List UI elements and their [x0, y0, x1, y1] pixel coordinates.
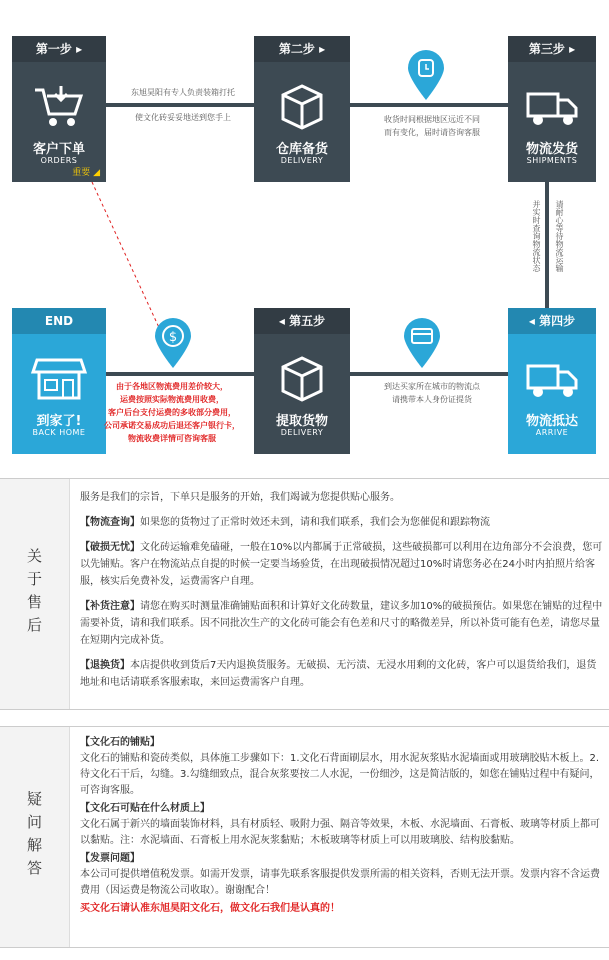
note-step4-b: 请携带本人身份证提货	[392, 395, 472, 404]
step-4-arrive: ◂ 第四步 物流抵达 ARRIVE	[508, 308, 596, 454]
returns-title: 【退换货】	[80, 660, 130, 671]
clock-pin-icon	[406, 50, 446, 102]
step-2-title: 仓库备货	[275, 142, 328, 157]
logistics-query-title: 【物流查询】	[80, 517, 140, 528]
step-5-delivery: ◂ 第五步 提取货物 DELIVERY	[254, 308, 350, 454]
faq-a1: 文化石的铺贴和瓷砖类似，具体施工步骤如下：1.文化石背面刷层水，用水泥灰浆贴水泥墙面或用玻璃胶贴木板上。2.待文化石干后，勾缝。3.勾缝细致点，混合灰浆要按二人水泥，一份细沙，这是简洁版的，如您在铺贴过程中有疑问，可咨询客服。	[80, 753, 600, 796]
step-1-header: 第一步	[35, 42, 72, 56]
note-step4-a: 到达买家所在城市的物流点	[384, 382, 480, 391]
returns-text: 本店提供收到货后7天内退换货服务。无破损、无污渍、无浸水用剩的文化砖，客户可以退货给我们，退货地址和电话请联系客服索取，来回运费需客户自理。	[80, 660, 597, 688]
after-sales-intro: 服务是我们的宗旨，下单只是服务的开始，我们竭诚为您提供贴心服务。	[80, 492, 400, 503]
step-3-title: 物流发货	[525, 142, 578, 157]
faq-q3: 【发票问题】	[80, 853, 140, 864]
faq-q1: 【文化石的铺贴】	[80, 737, 160, 748]
end-title: 到家了!	[36, 414, 82, 429]
faq-q2: 【文化石可贴在什么材质上】	[80, 803, 210, 814]
logistics-query-text: 如果您的货物过了正常时效还未到，请和我们联系，我们会为您催促和跟踪物流	[140, 517, 490, 528]
money-pin-icon	[153, 318, 193, 370]
step-1-subtitle: ORDERS	[40, 156, 78, 165]
step-4-title: 物流抵达	[525, 414, 578, 429]
step-1-orders: 第一步 ▸ 客户下单 ORDERS 重要 ◢	[12, 36, 106, 182]
step-4-header: 第四步	[539, 314, 576, 328]
shopping-cart-icon	[12, 76, 106, 136]
step-5-title: 提取货物	[275, 414, 328, 429]
step-5-subtitle: DELIVERY	[280, 428, 324, 437]
truck-icon	[508, 76, 596, 136]
shipping-fee-note: 由于各地区物流费用差价较大， 运费按照实际物流费用收费， 客户后台支付运费的多收部分费用， 公司承诺交易成功后退还客户银行卡， 物流收费详情可咨询客服	[104, 382, 240, 443]
step-2-subtitle: DELIVERY	[280, 156, 324, 165]
id-card-pin-icon	[402, 318, 442, 370]
faq-section	[0, 726, 609, 948]
note-vertical-left: 并实时查询物流状态	[532, 200, 541, 272]
after-sales-section	[0, 478, 609, 710]
after-sales-label: 关于售后	[25, 548, 43, 640]
shipping-flow-diagram	[0, 0, 609, 470]
step-5-header: 第五步	[289, 314, 326, 328]
damage-title: 【破损无忧】	[80, 542, 140, 553]
package-icon	[254, 348, 350, 408]
note-vertical-right: 请耐心等待物流运输	[555, 200, 564, 272]
step-3-subtitle: SHIPMENTS	[526, 156, 578, 165]
svg-text:$: $	[168, 330, 178, 345]
step-2-header: 第二步	[278, 42, 315, 56]
note-step1-a: 东旭昊阳有专人负责装箱打托	[131, 88, 235, 97]
step-3-header: 第三步	[528, 42, 565, 56]
step-4-subtitle: ARRIVE	[535, 428, 569, 437]
restock-text: 请您在购买时测量准确铺贴面积和计算好文化砖数量，建议多加10%的破损预估。如果您在铺贴的过程中需要补货，请和我们联系。因不同批次生产的文化砖可能会有色差和尺寸的略微差异，所以补货可能有色差，请您尽量在短期内完成补货。	[80, 601, 603, 646]
step-3-shipments: 第三步 ▸ 物流发货 SHIPMENTS	[508, 36, 596, 182]
truck-icon	[508, 348, 596, 408]
faq-a3: 本公司可提供增值税发票。如需开发票，请事先联系客服提供发票所需的相关资料，否则无法开票。发票内容不含运费费用（因运费是物流公司收取）。谢谢配合！	[80, 869, 600, 896]
end-header: END	[44, 314, 74, 328]
package-icon	[254, 76, 350, 136]
note-step1-b: 使文化砖妥妥地送到您手上	[135, 113, 231, 122]
note-step2-a: 收货时间根据地区远近不同	[384, 115, 480, 124]
restock-title: 【补货注意】	[80, 601, 140, 612]
important-badge: 重要 ◢	[72, 168, 100, 178]
end-subtitle: BACK HOME	[32, 428, 86, 437]
note-step2-b: 而有变化，届时请咨询客服	[384, 128, 480, 137]
faq-a2: 文化石属于新兴的墙面装饰材料，具有材质轻、吸附力强、隔音等效果，木板、水泥墙面、石膏板、玻璃等材质上都可以黏贴。注：水泥墙面、石膏板上用水泥灰浆黏贴；木板玻璃等材质上可以用玻璃胶、结构胶黏贴。	[80, 819, 600, 846]
step-2-delivery: 第二步 ▸ 仓库备货 DELIVERY	[254, 36, 350, 182]
step-1-title: 客户下单	[32, 142, 85, 157]
brand-slogan: 买文化石请认准东旭昊阳文化石，做文化石我们是认真的！	[80, 903, 340, 914]
faq-label: 疑问解答	[25, 791, 43, 883]
damage-text: 文化砖运输难免磕碰，一般在10%以内都属于正常破损，这些破损都可以利用在边角部分不会浪费，您可以先铺贴。客户在物流站点自提的时候一定要当场验货，在出现破损情况超过10%时请您务必在24小时内拍照片给客服，核实后免费补发，运费需客户自理。	[80, 542, 603, 587]
